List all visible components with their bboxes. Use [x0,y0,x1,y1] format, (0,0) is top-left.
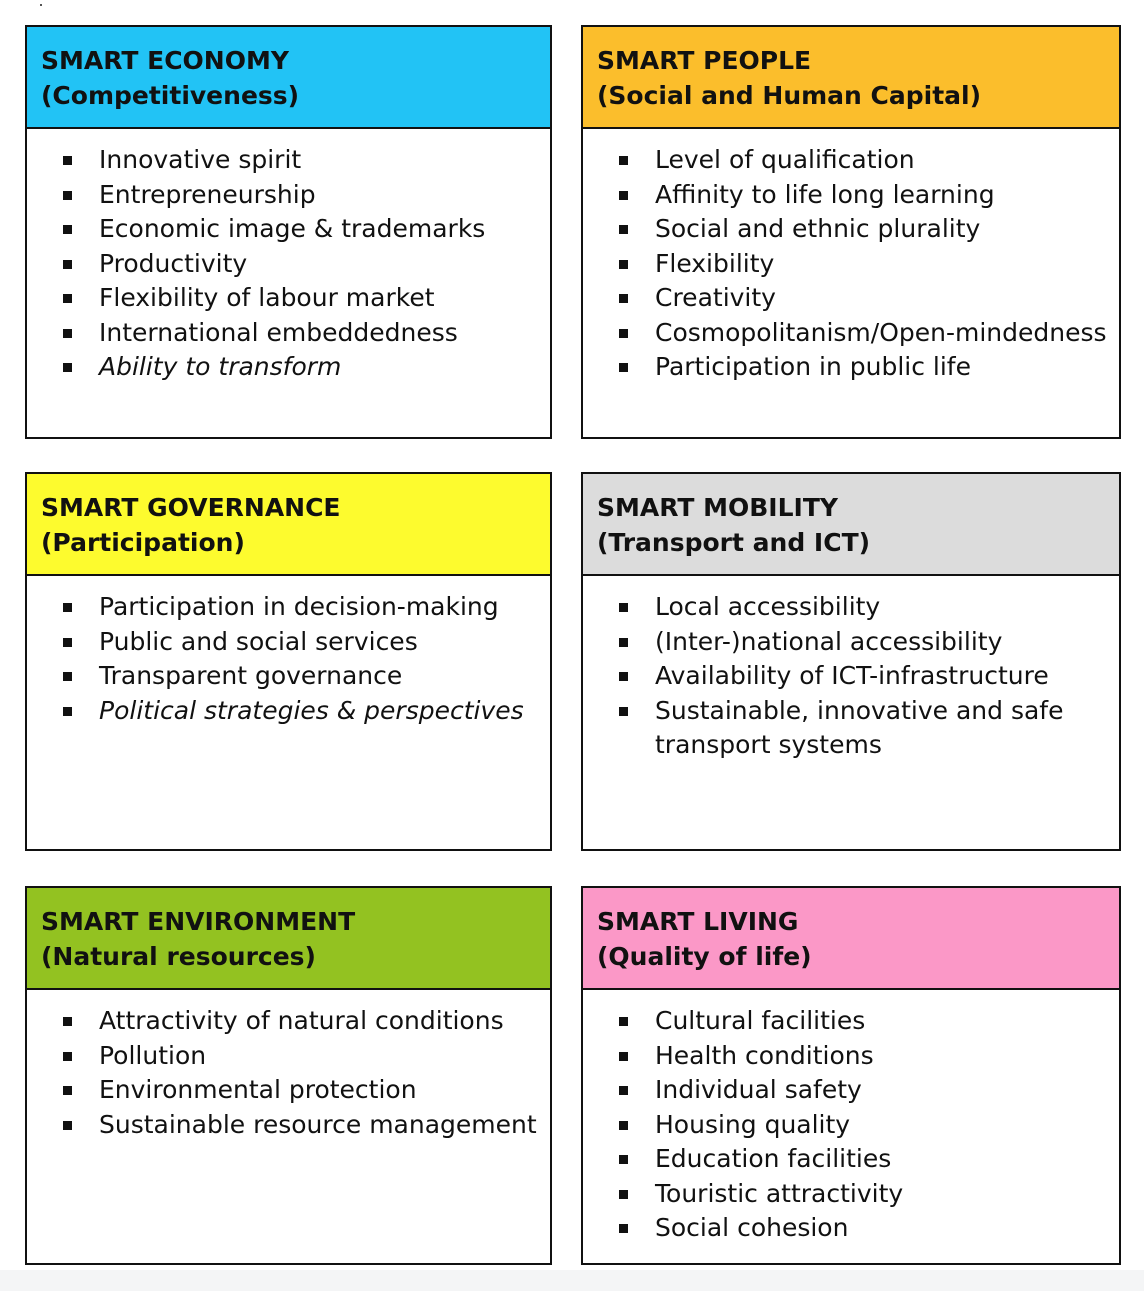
list-item [583,212,1119,247]
card-smart-mobility [581,472,1121,851]
list-item-text: Innovative spirit [99,145,302,174]
list-item-text: Social cohesion [655,1213,849,1242]
list-item [27,1039,550,1074]
square-bullet-icon [619,1224,628,1233]
card-smart-living [581,886,1121,1265]
square-bullet-icon [63,191,72,200]
square-bullet-icon [619,1155,628,1164]
card-subtitle: (Quality of life) [597,942,812,971]
bottom-strip [0,1270,1144,1291]
square-bullet-icon [619,707,628,716]
list-item-text: Attractivity of natural conditions [99,1006,504,1035]
square-bullet-icon [619,1121,628,1130]
list-item [583,1177,1119,1212]
card-item-list [27,990,550,1142]
card-header [27,27,550,129]
list-item [27,1108,550,1143]
list-item-text: Economic image & trademarks [99,214,486,243]
card-item-list [27,129,550,385]
list-item [27,694,550,729]
list-item-text: Creativity [655,283,776,312]
list-item [583,1108,1119,1143]
list-item-text: Availability of ICT-infrastructure [655,661,1049,690]
square-bullet-icon [63,1121,72,1130]
list-item-text: Transparent governance [99,661,403,690]
square-bullet-icon [63,638,72,647]
list-item [583,590,1119,625]
list-item-text: Productivity [99,248,248,278]
card-header [583,888,1119,990]
square-bullet-icon [619,294,628,303]
card-item-list [583,576,1119,763]
list-item-text: Flexibility [655,248,775,278]
square-bullet-icon [619,329,628,338]
card-subtitle: (Social and Human Capital) [597,81,982,110]
list-item-text: Sustainable resource management [99,1109,537,1139]
square-bullet-icon [619,156,628,165]
card-subtitle: (Competitiveness) [41,81,300,110]
list-item-text: Individual safety [655,1075,862,1104]
list-item [583,1004,1119,1039]
list-item-text: Pollution [99,1040,207,1070]
list-item [583,1073,1119,1108]
square-bullet-icon [63,707,72,716]
list-item [583,659,1119,694]
list-item [27,590,550,625]
square-bullet-icon [619,1086,628,1095]
square-bullet-icon [619,1052,628,1061]
list-item-text: Entrepreneurship [99,179,316,209]
square-bullet-icon [619,260,628,269]
list-item-text: Housing quality [655,1109,851,1139]
list-item [583,178,1119,213]
list-item-text: Flexibility of labour market [99,283,435,312]
list-item [27,316,550,351]
square-bullet-icon [63,260,72,269]
list-item-text: Touristic attractivity [655,1178,904,1208]
list-item-text: Local accessibility [655,592,881,621]
card-item-list [583,990,1119,1246]
card-header [583,474,1119,576]
list-item [583,694,1119,763]
list-item [27,659,550,694]
card-header [27,474,550,576]
list-item [583,316,1119,351]
card-smart-people [581,25,1121,439]
card-subtitle: (Natural resources) [41,942,316,971]
list-item [27,212,550,247]
square-bullet-icon [63,363,72,372]
card-header [27,888,550,990]
list-item-text: Health conditions [655,1040,874,1070]
list-item [27,247,550,282]
card-title: SMART ENVIRONMENT [41,907,356,936]
list-item-text: International embeddedness [99,317,458,347]
square-bullet-icon [619,638,628,647]
list-item-text: Sustainable, innovative and safe transport systems [655,695,1064,759]
list-item [583,281,1119,316]
card-smart-economy [25,25,552,439]
square-bullet-icon [63,1017,72,1026]
card-item-list [583,129,1119,385]
list-item [27,281,550,316]
square-bullet-icon [63,1052,72,1061]
square-bullet-icon [63,672,72,681]
list-item [27,143,550,178]
list-item-text: (Inter-)national accessibility [655,626,1003,656]
card-subtitle: (Transport and ICT) [597,528,871,557]
list-item [27,1073,550,1108]
list-item-text: Ability to transform [99,352,342,381]
card-subtitle: (Participation) [41,528,245,557]
list-item-text: Participation in public life [655,352,971,381]
card-smart-governance [25,472,552,851]
list-item [583,1211,1119,1246]
card-header [583,27,1119,129]
list-item-text: Level of qualification [655,145,915,174]
list-item-text: Environmental protection [99,1075,417,1104]
square-bullet-icon [619,191,628,200]
list-item [583,143,1119,178]
list-item-text: Participation in decision-making [99,592,499,621]
list-item [27,178,550,213]
card-item-list [27,576,550,728]
square-bullet-icon [619,672,628,681]
card-title: SMART ECONOMY [41,46,289,75]
list-item [27,625,550,660]
list-item-text: Affinity to life long learning [655,179,995,209]
card-title: SMART MOBILITY [597,493,838,522]
square-bullet-icon [63,156,72,165]
list-item [583,1039,1119,1074]
square-bullet-icon [619,225,628,234]
list-item-text: Education facilities [655,1144,892,1173]
card-title: SMART LIVING [597,907,799,936]
list-item-text: Public and social services [99,626,418,656]
list-item-text: Cosmopolitanism/Open-mindedness [655,317,1107,347]
card-title: SMART GOVERNANCE [41,493,341,522]
stray-dot [40,4,42,6]
list-item [27,350,550,385]
card-smart-environment [25,886,552,1265]
square-bullet-icon [63,225,72,234]
square-bullet-icon [63,1086,72,1095]
square-bullet-icon [619,363,628,372]
list-item [583,1142,1119,1177]
square-bullet-icon [63,329,72,338]
square-bullet-icon [619,603,628,612]
card-title: SMART PEOPLE [597,46,812,75]
square-bullet-icon [63,294,72,303]
square-bullet-icon [619,1017,628,1026]
square-bullet-icon [619,1190,628,1199]
list-item [583,625,1119,660]
square-bullet-icon [63,603,72,612]
list-item-text: Social and ethnic plurality [655,214,981,243]
list-item-text: Political strategies & perspectives [99,695,524,725]
list-item [583,247,1119,282]
list-item-text: Cultural facilities [655,1006,866,1035]
list-item [27,1004,550,1039]
list-item [583,350,1119,385]
